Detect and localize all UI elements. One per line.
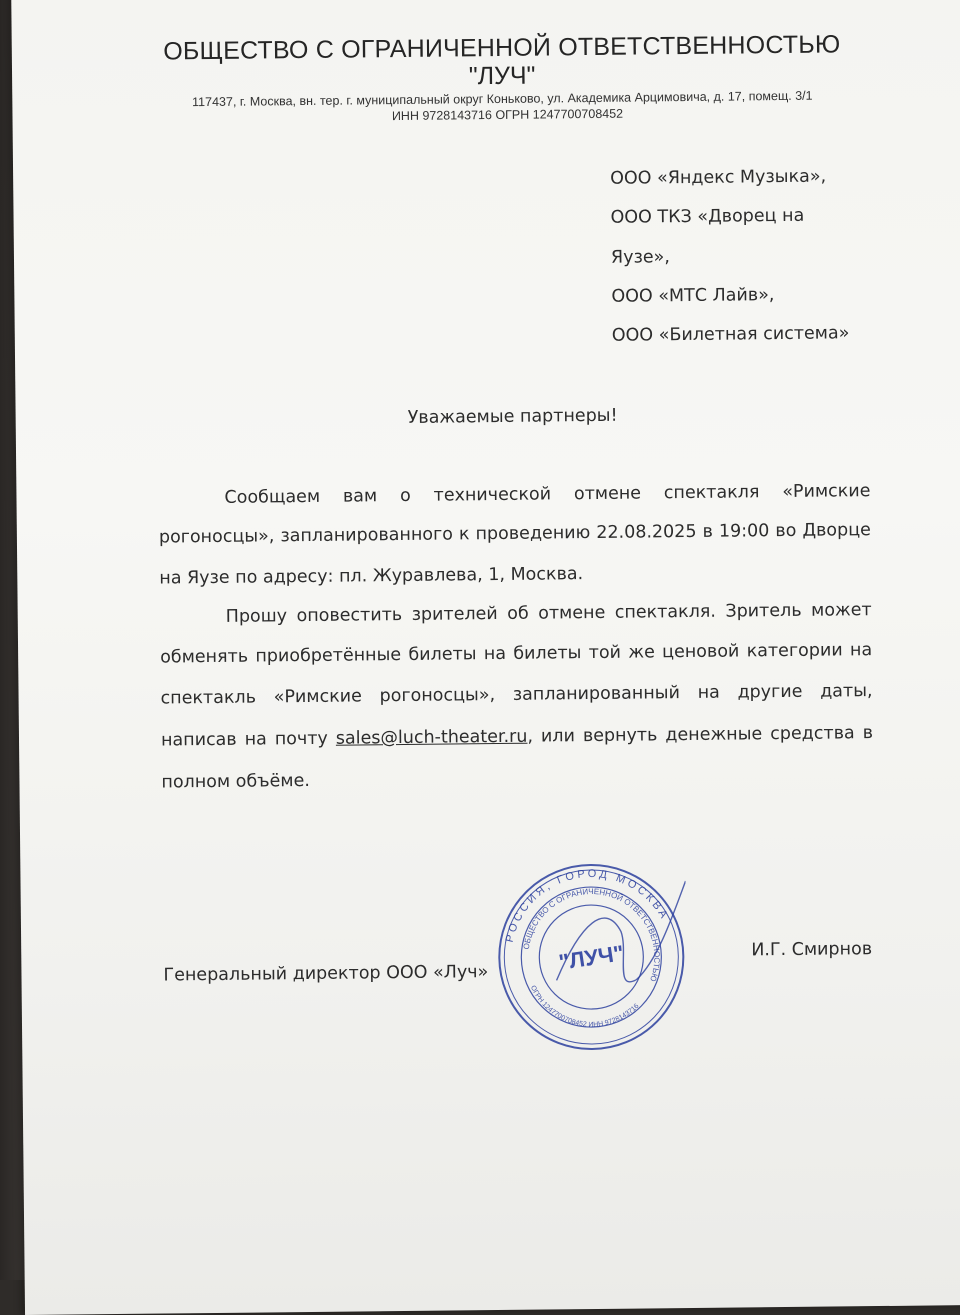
seal-center-text: "ЛУЧ" (557, 940, 626, 975)
paragraph-line: спектакль «Римские рогоносцы», запланированный на другие даты, (160, 681, 873, 709)
company-seal (495, 861, 687, 1053)
paragraph-line: обменять приобретённые билеты на билеты той же ценовой категории на (160, 640, 873, 668)
greeting: Уважаемые партнеры! (407, 405, 618, 428)
recipient-line: Яузе», (610, 247, 670, 268)
seal-outer-text: РОССИЯ, ГОРОД МОСКВА (503, 867, 671, 944)
paragraph-text: , или вернуть денежные средства в (527, 723, 874, 747)
seal-bottom-text: ОГРН 1247700708452 ИНН 9728143716 (528, 984, 641, 1029)
recipient-line: ООО «Билетная система» (611, 323, 850, 346)
recipient-line: ООО ТКЗ «Дворец на (610, 205, 805, 228)
letter-sheet (11, 0, 960, 1315)
signatory-name: И.Г. Смирнов (751, 939, 873, 961)
paragraph-line: рогоносцы», запланированного к проведению 22.08.2025 в 19:00 во Дворце (158, 520, 871, 548)
paragraph-line: Сообщаем вам о технической отмене спектакля «Римские (224, 481, 871, 508)
paragraph-line (161, 723, 873, 754)
letterhead-org-name: ОБЩЕСТВО С ОГРАНИЧЕННОЙ ОТВЕТСТВЕННОСТЬЮ (163, 30, 841, 66)
recipient-line: ООО «Яндекс Музыка», (610, 166, 827, 189)
paragraph-line: на Яузе по адресу: пл. Журавлева, 1, Москва. (159, 564, 584, 589)
email-link[interactable]: sales@luch-theater.ru (335, 726, 528, 749)
paragraph-line: Прошу оповестить зрителей об отмене спектакля. Зритель может (225, 600, 872, 627)
letterhead-address: 117437, г. Москва, вн. тер. г. муниципальный округ Коньково, ул. Академика Арцимовича, д. 17, помещ. 3/1 (192, 88, 813, 110)
paragraph-cancellation (158, 481, 871, 589)
paragraph-line: полном объёме. (161, 770, 310, 793)
paragraph-text: написав на почту (160, 728, 336, 751)
recipient-line: ООО «МТС Лайв», (611, 285, 775, 307)
letterhead-org-short-name: "ЛУЧ" (468, 61, 536, 91)
signatory-title: Генеральный директор ООО «Луч» (163, 962, 489, 986)
seal-middle-text: ОБЩЕСТВО С ОГРАНИЧЕННОЙ ОТВЕТСТВЕННОСТЬЮ (521, 887, 662, 983)
paragraph-instructions (160, 600, 874, 793)
letterhead-registration: ИНН 9728143716 ОГРН 1247700708452 (391, 106, 624, 124)
